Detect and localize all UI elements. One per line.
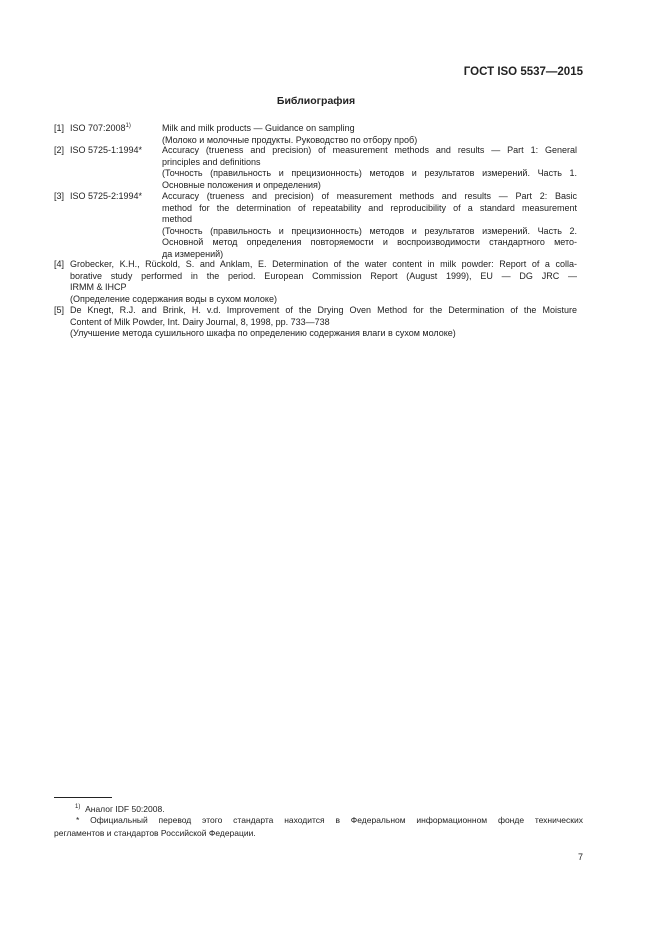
footnote-2-line-1: * Официальный перевод этого стандарта находится в Федеральном информационном фонде технических (76, 815, 583, 825)
reference-text-line: (Определение содержания воды в сухом молоке) (70, 293, 277, 304)
footnote-text: Аналог IDF 50:2008. (85, 804, 165, 814)
footnote-mark: 1) (75, 804, 81, 810)
reference-code (70, 191, 142, 201)
reference-number: [3] (54, 191, 65, 201)
reference-text-line: method (162, 214, 193, 224)
reference-number: [4] (54, 259, 65, 269)
reference-text-line: Grobecker, K.H., Rückold, S. and Anklam, E. Determination of the water content in milk powder: Report of a colla- (70, 259, 577, 269)
reference-text-line: Accuracy (trueness and precision) of measurement methods and results — Part 2: Basic (162, 191, 577, 201)
reference-text-line: Основной метод определения повторяемости и воспроизводимости стандартного мето- (162, 237, 577, 247)
reference-number: [1] (54, 123, 65, 133)
reference-text-line: principles and definitions (162, 156, 261, 167)
page-number: 7 (577, 852, 583, 862)
reference-text-line: (Молоко и молочные продукты. Руководство по отбору проб) (162, 134, 418, 145)
reference-code-text: ISO 707:2008 (70, 123, 126, 133)
document-header: ГОСТ ISO 5537—2015 (463, 66, 583, 78)
reference-text-line: (Точность (правильность и прецизионность) методов и результатов измерений. Часть 2. (162, 225, 577, 236)
reference-text-line: Accuracy (trueness and precision) of measurement methods and results — Part 1: General (162, 145, 577, 155)
reference-code-text: ISO 5725-1:1994* (70, 145, 143, 155)
footnote-divider (54, 797, 112, 798)
reference-text-line: Content of Milk Powder, Int. Dairy Journal, 8, 1998, pp. 733—738 (70, 316, 330, 327)
reference-text-line: borative study performed in the period. European Commission Report (August 1999), EU — DG JRC — (70, 270, 577, 281)
reference-number: [2] (54, 145, 65, 155)
reference-text-line: (Точность (правильность и прецизионность) методов и результатов измерений. Часть 1. (162, 168, 577, 178)
reference-text-line: method for the determination of repeatability and reproducibility of a standard measurement (162, 202, 577, 213)
footnote-ref: 1) (125, 123, 131, 129)
reference-code (70, 145, 142, 155)
reference-code-text: ISO 5725-2:1994* (70, 191, 143, 201)
reference-number: [5] (54, 305, 65, 315)
footnote-2-line-2: регламентов и стандартов Российской Федерации. (54, 828, 256, 838)
reference-text-line: Milk and milk products — Guidance on sampling (162, 123, 355, 133)
reference-text-line: (Улучшение метода сушильного шкафа по определению содержания влаги в сухом молоке) (70, 328, 456, 338)
reference-text-line: IRMM & IHCP (70, 282, 127, 292)
reference-code (70, 123, 131, 133)
footnote-1 (75, 802, 165, 815)
section-title: Библиография (276, 95, 356, 107)
reference-text-line: да измерений) (162, 248, 224, 259)
reference-text-line: Основные положения и определения) (162, 179, 321, 190)
reference-text-line: De Knegt, R.J. and Brink, H. v.d. Improvement of the Drying Oven Method for the Determination of the Moisture (70, 305, 577, 315)
